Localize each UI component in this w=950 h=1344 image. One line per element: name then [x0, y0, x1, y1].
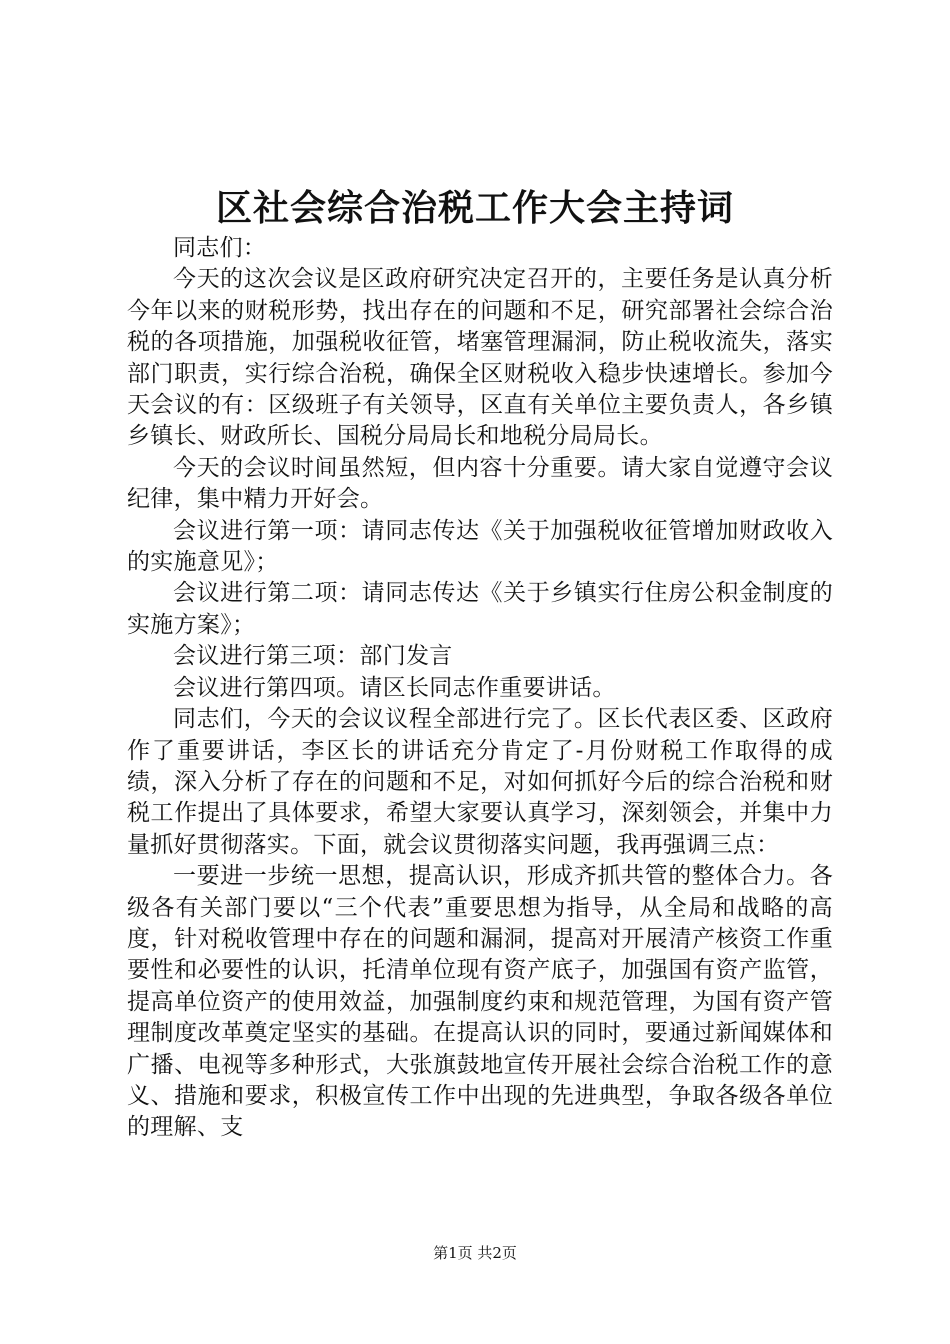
page-number-footer: 第1页 共2页 — [433, 1244, 517, 1262]
paragraph-agenda-item-3: 会议进行第三项：部门发言 — [173, 643, 453, 670]
paragraph-agenda-item-1: 会议进行第一项：请同志传达《关于加强税收征管增加财政收入的实施意见》； — [127, 517, 833, 576]
paragraph-meeting-purpose: 今天的这次会议是区政府研究决定召开的，主要任务是认真分析今年以来的财税形势，找出存在的问题和不足，研究部署社会综合治税的各项措施，加强税收征管，堵塞管理漏洞，防止税收流失，落实部门职责，实行综合治税，确保全区财税收入稳步快速增长。参加今天会议的有：区级班子有关领导，区直有关单位主要负责人，各乡镇乡镇长、财政所长、国税分局局长和地税分局局长。 — [127, 266, 833, 450]
paragraph-salutation: 同志们： — [173, 235, 267, 261]
paragraph-closing-summary: 同志们，今天的会议议程全部进行完了。区长代表区委、区政府作了重要讲话，李区长的讲话充分肯定了-月份财税工作取得的成绩，深入分析了存在的问题和不足，对如何抓好今后的综合治税和财税工作提出了具体要求，希望大家要认真学习，深刻领会，并集中力量抓好贯彻落实。下面，就会议贯彻落实问题，我再强调三点： — [127, 706, 833, 858]
document-body — [127, 233, 833, 1144]
paragraph-agenda-item-2: 会议进行第二项：请同志传达《关于乡镇实行住房公积金制度的实施方案》； — [127, 580, 833, 638]
paragraph-meeting-discipline: 今天的会议时间虽然短，但内容十分重要。请大家自觉遵守会议纪律，集中精力开好会。 — [127, 454, 833, 513]
document-title: 区社会综合治税工作大会主持词 — [215, 188, 734, 229]
paragraph-agenda-item-4: 会议进行第四项。请区长同志作重要讲话。 — [173, 674, 616, 701]
paragraph-point-one: 一要进一步统一思想，提高认识，形成齐抓共管的整体合力。各级各有关部门要以“三个代表”重要思想为指导，从全局和战略的高度，针对税收管理中存在的问题和漏洞，提高对开展清产核资工作重要性和必要性的认识，托清单位现有资产底子，加强国有资产监管，提高单位资产的使用效益，加强制度约束和规范管理，为国有资产管理制度改革奠定坚实的基础。在提高认识的同时，要通过新闻媒体和广播、电视等多种形式，大张旗鼓地宣传开展社会综合治税工作的意义、措施和要求，积极宣传工作中出现的先进典型，争取各级各单位的理解、支 — [127, 863, 833, 1141]
